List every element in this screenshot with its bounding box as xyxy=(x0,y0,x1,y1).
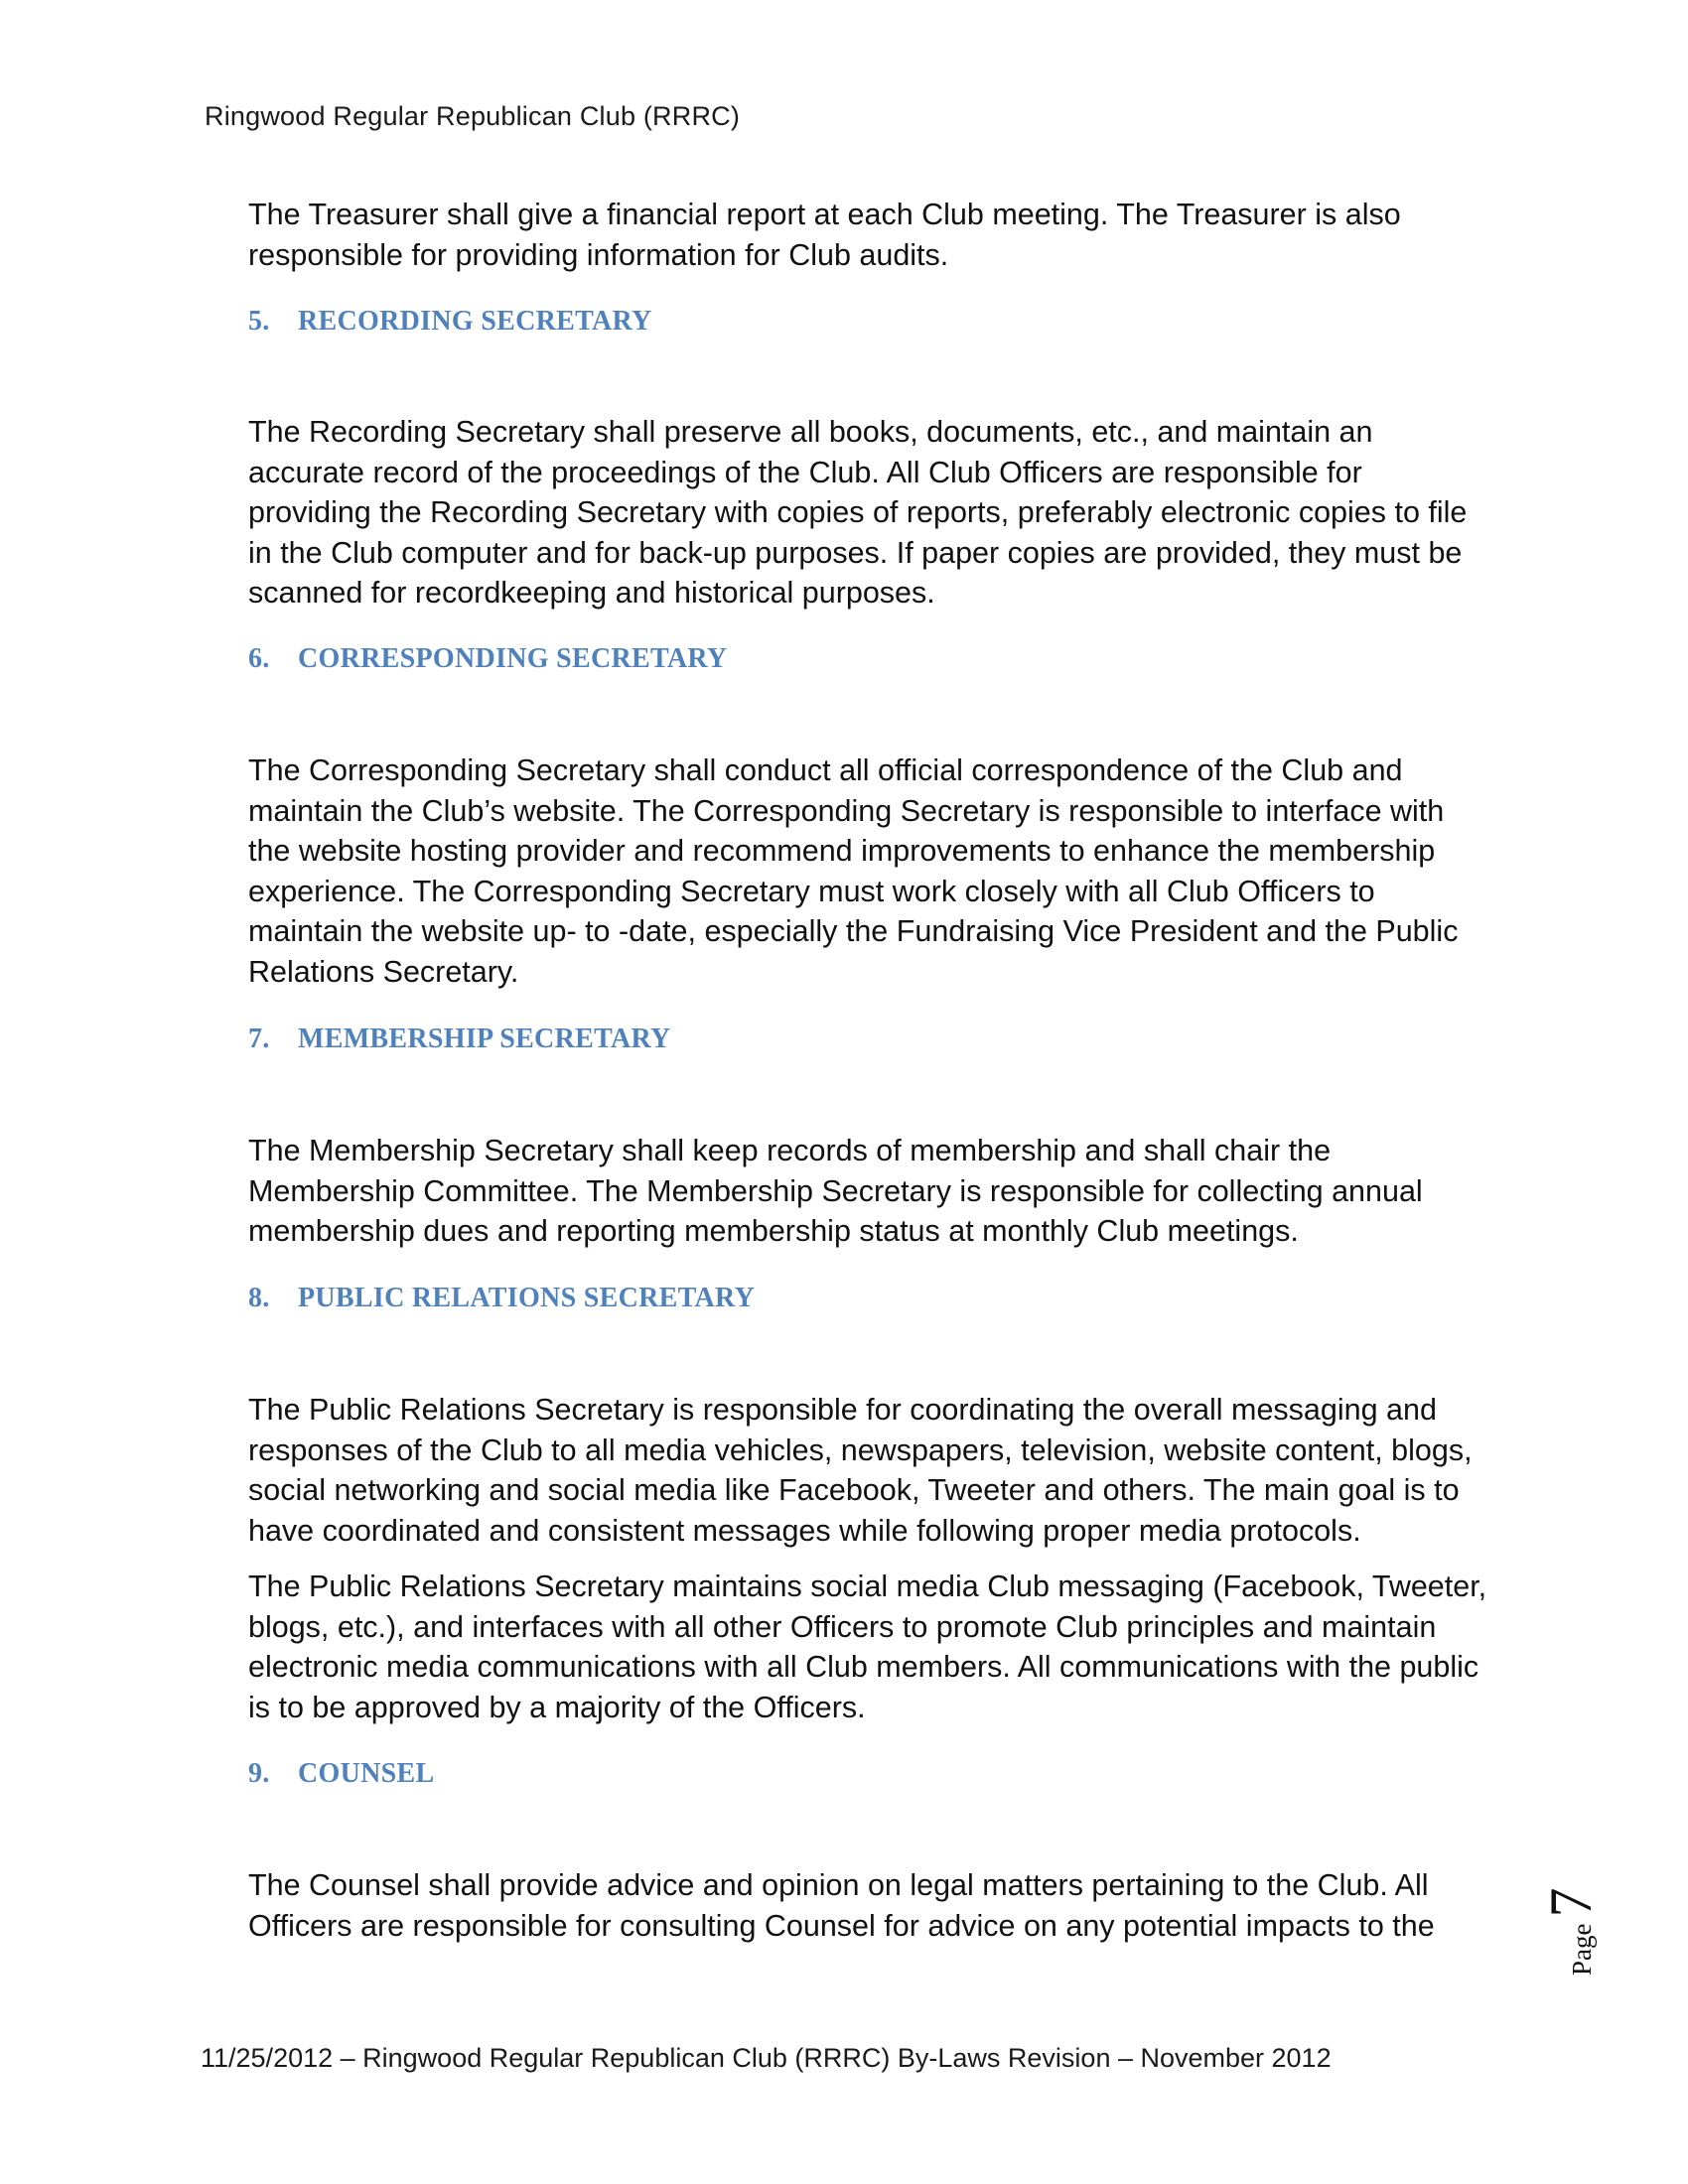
section-heading-recording-secretary xyxy=(248,306,652,338)
counsel-paragraph: The Counsel shall provide advice and opinion on legal matters pertaining to the Club. All Officers are responsible for consulting Counsel for advice on any potential impacts to the xyxy=(248,1868,1435,1943)
section-heading-public-relations-secretary xyxy=(248,1283,755,1314)
section-heading-corresponding-secretary xyxy=(248,643,727,675)
section-number: 5. xyxy=(248,306,270,337)
page-number xyxy=(1537,1866,1617,1976)
section-title: MEMBERSHIP SECRETARY xyxy=(298,1024,671,1054)
treasurer-paragraph: The Treasurer shall give a financial report at each Club meeting. The Treasurer is also responsible for providing information for Club audits. xyxy=(248,198,1401,272)
section-title: COUNSEL xyxy=(298,1758,435,1789)
page-footer: 11/25/2012 – Ringwood Regular Republican Club (RRRC) By-Laws Revision – November 2012 xyxy=(201,2043,1332,2073)
public-relations-paragraph-2: The Public Relations Secretary maintains social media Club messaging (Facebook, Tweeter, blogs, etc.), and interfaces with all other Officers to promote Club principles and maintain electronic media communications with all Club members. All communications with the public is to be approved by a majority of the Officers. xyxy=(248,1570,1487,1724)
section-heading-counsel xyxy=(248,1758,434,1790)
section-heading-membership-secretary xyxy=(248,1024,671,1055)
section-title: PUBLIC RELATIONS SECRETARY xyxy=(298,1283,756,1313)
page-label: Page xyxy=(1567,1923,1597,1976)
recording-secretary-paragraph: The Recording Secretary shall preserve all books, documents, etc., and maintain an accurate record of the proceedings of the Club. All Club Officers are responsible for providing the Recording Secretary with copies of reports, preferably electronic copies to file in the Club computer and for back-up purposes. If paper copies are provided, they must be scanned for recordkeeping and historical purposes. xyxy=(248,415,1468,610)
section-title: CORRESPONDING SECRETARY xyxy=(298,643,728,674)
running-header: Ringwood Regular Republican Club (RRRC) xyxy=(205,101,741,131)
section-title: RECORDING SECRETARY xyxy=(298,306,652,337)
corresponding-secretary-paragraph: The Corresponding Secretary shall conduct all official correspondence of the Club and maintain the Club’s website. The Corresponding Secretary is responsible to interface with the website hosting provider and recommend improvements to enhance the membership experience. The Corresponding Secretary must work closely with all Club Officers to maintain the website up- to -date, especially the Fundraising Vice President and the Public Relations Secretary. xyxy=(248,753,1459,989)
membership-secretary-paragraph: The Membership Secretary shall keep records of membership and shall chair the Membership Committee. The Membership Secretary is responsible for collecting annual membership dues and reporting membership status at monthly Club meetings. xyxy=(248,1134,1423,1248)
public-relations-paragraph-1: The Public Relations Secretary is responsible for coordinating the overall messaging and responses of the Club to all media vehicles, newspapers, television, website content, blogs, social networking and social media like Facebook, Tweeter and others. The main goal is to have coordinated and consistent messages while following proper media protocols. xyxy=(248,1393,1473,1548)
section-number: 9. xyxy=(248,1758,270,1789)
section-number: 6. xyxy=(248,643,270,674)
page-number-value: 7 xyxy=(1538,1887,1604,1918)
section-number: 7. xyxy=(248,1024,270,1054)
section-number: 8. xyxy=(248,1283,270,1313)
